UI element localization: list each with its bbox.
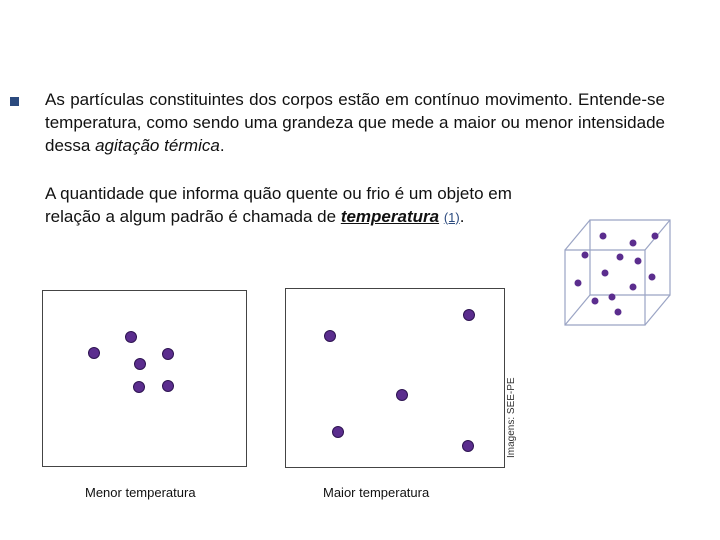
agitation-term: agitação térmica — [95, 136, 220, 155]
high-temperature-caption: Maior temperatura — [323, 485, 430, 500]
image-credit: Imagens: SEE-PE — [506, 377, 517, 458]
low-temperature-caption: Menor temperatura — [85, 485, 196, 500]
particle — [125, 331, 137, 343]
particle — [396, 389, 408, 401]
particle — [324, 330, 336, 342]
particle — [133, 381, 145, 393]
intro-paragraph: As partículas constituintes dos corpos estão em contínuo movimento. Entende-se temperatura, como sendo uma grandeza que mede a maior ou menor intensidade dessa agitação térmica. — [45, 90, 665, 155]
particle — [332, 426, 344, 438]
particle-cube-illustration — [560, 215, 675, 330]
particle — [162, 348, 174, 360]
particle — [162, 380, 174, 392]
high-temperature-box — [285, 288, 505, 468]
low-temperature-box — [42, 290, 247, 467]
reference-link[interactable]: (1) — [443, 210, 460, 225]
particle — [462, 440, 474, 452]
bullet-marker — [10, 97, 19, 106]
particle — [134, 358, 146, 370]
definition-paragraph: A quantidade que informa quão quente ou frio é um objeto em relação a algum padrão é chamada de temperatura (1). — [45, 184, 512, 226]
particle — [88, 347, 100, 359]
temperature-term: temperatura — [340, 207, 440, 226]
particle — [463, 309, 475, 321]
